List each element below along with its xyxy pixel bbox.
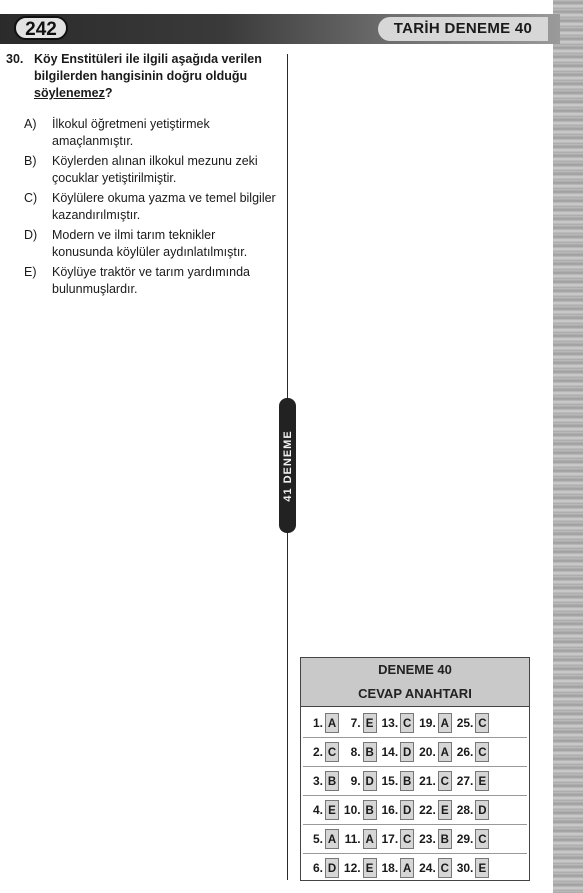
answer-key-answer: B	[363, 800, 377, 820]
answer-key-number: 28.	[456, 803, 474, 817]
option-a	[20, 116, 276, 150]
answer-key-answer: D	[475, 800, 489, 820]
answer-key-cell	[303, 712, 341, 734]
answer-key-number: 26.	[456, 745, 474, 759]
answer-key-cell	[378, 770, 416, 792]
answer-key-cell	[378, 799, 416, 821]
answer-key-row	[303, 738, 527, 767]
option-d	[20, 227, 276, 261]
answer-key-number: 4.	[312, 803, 323, 817]
answer-key-number: 2.	[312, 745, 323, 759]
answer-key-answer: A	[363, 829, 377, 849]
answer-key-cell	[341, 770, 379, 792]
answer-key-answer: C	[438, 771, 452, 791]
answer-key-cell	[416, 828, 454, 850]
option-text: Köylüye traktör ve tarım yardımında bulunmuşlardır.	[52, 265, 250, 296]
answer-key-number: 19.	[419, 716, 436, 730]
answer-key-cell	[416, 741, 454, 763]
answer-key-cell	[416, 712, 454, 734]
answer-key-answer: D	[400, 742, 414, 762]
answer-key-number: 10.	[343, 803, 361, 817]
answer-key-number: 7.	[350, 716, 361, 730]
answer-key-number: 17.	[381, 832, 399, 846]
answer-key-answer: A	[400, 858, 414, 878]
answer-key-answer: C	[325, 742, 339, 762]
answer-key-number: 5.	[312, 832, 323, 846]
answer-key-cell	[341, 799, 379, 821]
answer-key-cell	[303, 799, 341, 821]
answer-key-answer: E	[438, 800, 452, 820]
answer-key-number: 23.	[419, 832, 436, 846]
answer-key-number: 3.	[312, 774, 323, 788]
answer-key-number: 8.	[350, 745, 361, 759]
question-number: 30.	[6, 52, 24, 66]
answer-key-number: 15.	[381, 774, 399, 788]
answer-key	[300, 657, 530, 881]
answer-key-cell	[303, 857, 341, 879]
answer-key-number: 1.	[312, 716, 323, 730]
option-text: Modern ve ilmi tarım teknikler konusunda köylüler aydınlatılmıştır.	[52, 228, 248, 259]
answer-key-answer: D	[363, 771, 377, 791]
answer-key-cell	[416, 770, 454, 792]
option-letter: D)	[24, 228, 38, 242]
answer-key-cell	[378, 712, 416, 734]
answer-key-cell	[416, 857, 454, 879]
answer-key-answer: C	[400, 829, 414, 849]
question-30	[6, 51, 276, 301]
option-letter: B)	[24, 154, 37, 168]
answer-key-answer: E	[325, 800, 339, 820]
answer-key-answer: C	[475, 742, 489, 762]
option-c	[20, 190, 276, 224]
answer-key-grid	[301, 707, 529, 884]
answer-key-cell	[378, 828, 416, 850]
stem-text: Köy Enstitüleri ile ilgili aşağıda verilen bilgilerden hangisinin doğru olduğu	[34, 52, 262, 83]
answer-key-cell	[453, 712, 491, 734]
answer-key-number: 24.	[419, 861, 436, 875]
option-letter: A)	[24, 117, 37, 131]
answer-key-number: 20.	[419, 745, 436, 759]
answer-key-number: 30.	[456, 861, 474, 875]
answer-key-cell	[303, 741, 341, 763]
answer-key-row	[303, 767, 527, 796]
answer-key-number: 6.	[312, 861, 323, 875]
answer-key-answer: B	[363, 742, 377, 762]
option-text: Köylülere okuma yazma ve temel bilgiler kazandırılmıştır.	[52, 191, 276, 222]
side-tab	[279, 398, 296, 533]
answer-key-number: 13.	[381, 716, 399, 730]
answer-key-subtitle: CEVAP ANAHTARI	[358, 686, 472, 701]
answer-key-answer: D	[325, 858, 339, 878]
answer-key-answer: B	[400, 771, 414, 791]
answer-key-cell	[453, 799, 491, 821]
answer-key-answer: D	[400, 800, 414, 820]
answer-key-number: 27.	[456, 774, 474, 788]
answer-key-cell	[453, 770, 491, 792]
answer-key-header	[301, 658, 529, 707]
answer-key-answer: A	[325, 829, 339, 849]
answer-key-answer: C	[400, 713, 414, 733]
answer-key-answer: B	[325, 771, 339, 791]
answer-key-cell	[341, 828, 379, 850]
answer-key-cell	[378, 857, 416, 879]
answer-key-number: 12.	[343, 861, 361, 875]
answer-key-number: 14.	[381, 745, 399, 759]
answer-key-answer: C	[475, 713, 489, 733]
option-letter: E)	[24, 265, 37, 279]
side-tab-label: 41 DENEME	[281, 429, 294, 502]
answer-key-cell	[378, 741, 416, 763]
header-title: TARİH DENEME 40	[378, 17, 548, 41]
answer-key-answer: A	[438, 742, 452, 762]
answer-key-number: 16.	[381, 803, 399, 817]
option-letter: C)	[24, 191, 38, 205]
option-e	[20, 264, 276, 298]
question-stem	[6, 51, 276, 102]
answer-key-answer: C	[438, 858, 452, 878]
answer-key-row	[303, 825, 527, 854]
answer-key-cell	[341, 741, 379, 763]
answer-key-answer: E	[363, 858, 377, 878]
answer-key-number: 29.	[456, 832, 474, 846]
stem-emphasis: söylenemez	[34, 86, 105, 100]
answer-key-number: 25.	[456, 716, 474, 730]
answer-key-number: 22.	[419, 803, 436, 817]
answer-key-cell	[453, 741, 491, 763]
option-text: İlkokul öğretmeni yetiştirmek amaçlanmıştır.	[52, 117, 210, 148]
answer-key-answer: A	[325, 713, 339, 733]
answer-key-cell	[341, 857, 379, 879]
answer-key-cell	[453, 828, 491, 850]
answer-key-answer: E	[363, 713, 377, 733]
answer-key-answer: A	[438, 713, 452, 733]
answer-key-answer: C	[475, 829, 489, 849]
page-number: 242	[14, 16, 68, 40]
options-list	[6, 116, 276, 298]
option-b	[20, 153, 276, 187]
answer-key-cell	[453, 857, 491, 879]
answer-key-row	[303, 709, 527, 738]
page-edge-strip	[553, 0, 583, 893]
answer-key-row	[303, 796, 527, 825]
answer-key-cell	[341, 712, 379, 734]
answer-key-answer: B	[438, 829, 452, 849]
answer-key-title: DENEME 40	[378, 662, 452, 677]
answer-key-number: 21.	[419, 774, 436, 788]
answer-key-number: 11.	[344, 832, 361, 846]
option-text: Köylerden alınan ilkokul mezunu zeki çocuklar yetiştirilmiştir.	[52, 154, 258, 185]
answer-key-answer: E	[475, 858, 489, 878]
answer-key-cell	[303, 828, 341, 850]
answer-key-number: 18.	[381, 861, 399, 875]
answer-key-cell	[303, 770, 341, 792]
stem-suffix: ?	[104, 86, 113, 100]
answer-key-answer: E	[475, 771, 489, 791]
answer-key-row	[303, 854, 527, 882]
answer-key-number: 9.	[350, 774, 361, 788]
answer-key-cell	[416, 799, 454, 821]
